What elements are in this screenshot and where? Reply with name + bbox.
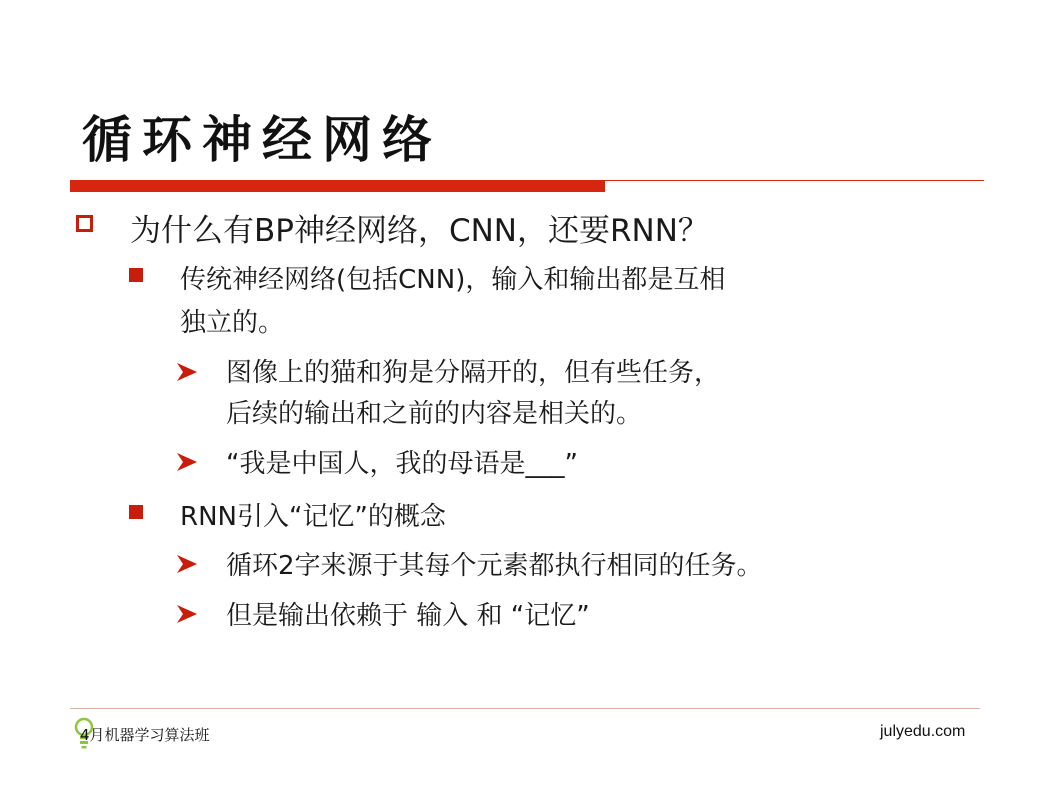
slide-title: 循环神经网络 [82, 110, 442, 169]
arrow-icon [176, 452, 198, 472]
title-underline-thick [70, 180, 605, 192]
footer-website: julyedu.com [880, 723, 966, 740]
arrow-icon [176, 604, 198, 624]
bullet-l3-mother-tongue: “我是中国人，我的母语是___” [226, 449, 578, 479]
bullet-l3-cat-dog-line2: 后续的输出和之前的内容是相关的。 [226, 399, 643, 429]
bullet-l3-output-depends: 但是输出依赖于 输入 和 “记忆” [226, 601, 590, 631]
hollow-square-icon [76, 215, 93, 232]
bullet-l1-question: 为什么有BP神经网络，CNN，还要RNN？ [130, 213, 709, 249]
bullet-l2-rnn-memory: RNN引入“记忆”的概念 [180, 502, 446, 532]
arrow-icon [176, 554, 198, 574]
bullet-l3-cat-dog-line1: 图像上的猫和狗是分隔开的，但有些任务， [226, 358, 721, 388]
filled-square-icon [129, 268, 143, 282]
arrow-icon [176, 362, 198, 382]
footer-divider [70, 708, 980, 709]
title-underline-thin [605, 180, 984, 181]
filled-square-icon [129, 505, 143, 519]
bullet-l2-traditional-line1: 传统神经网络(包括CNN)，输入和输出都是互相 [180, 265, 726, 295]
bullet-l2-traditional-line2: 独立的。 [180, 308, 285, 338]
footer-course-name: 4月机器学习算法班 [80, 726, 210, 744]
bullet-l3-loop: 循环2字来源于其每个元素都执行相同的任务。 [226, 551, 763, 581]
